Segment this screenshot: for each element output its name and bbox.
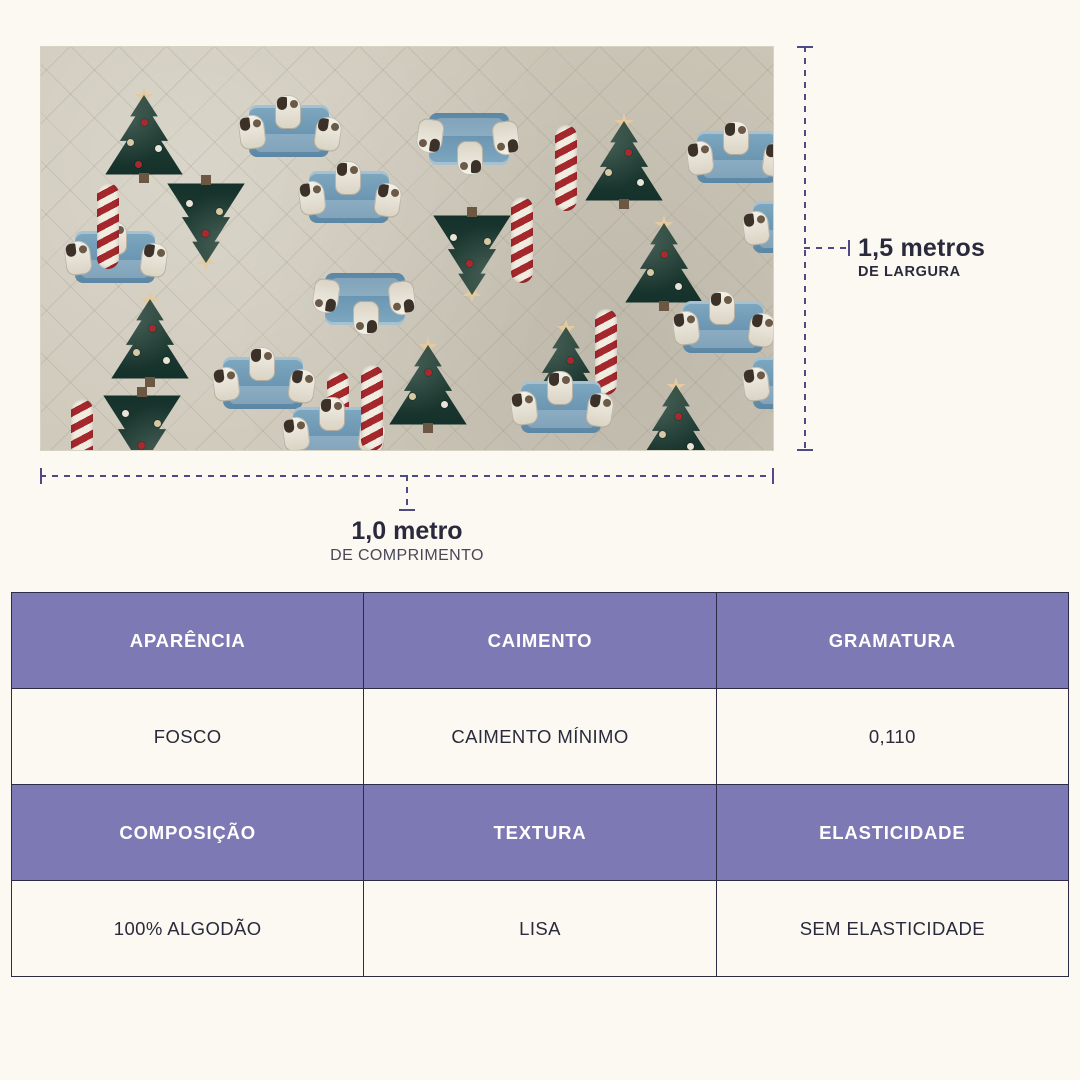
width-value: 1,5 metros <box>858 234 986 262</box>
christmas-tree-motif <box>101 87 187 183</box>
dimension-end-cap <box>772 468 774 484</box>
table-header-textura: TEXTURA <box>364 785 716 881</box>
dogs-on-sofa-motif <box>313 263 417 339</box>
dimension-leader-cap <box>848 240 850 256</box>
length-caption: DE COMPRIMENTO <box>330 547 484 564</box>
table-value-gramatura: 0,110 <box>716 689 1068 785</box>
table-header-aparencia: APARÊNCIA <box>12 593 364 689</box>
candy-stick-motif <box>511 197 533 283</box>
fabric-swatch-image <box>40 46 774 451</box>
dimension-end-cap <box>40 468 42 484</box>
width-dimension-guide <box>804 46 806 451</box>
dogs-on-sofa-motif <box>741 343 774 419</box>
dogs-on-sofa-motif <box>237 91 341 167</box>
candy-stick-motif <box>71 399 93 451</box>
table-row-header-1 <box>12 593 1069 689</box>
dimension-leader-cap <box>399 509 415 511</box>
dimension-leader-line <box>406 475 408 509</box>
christmas-tree-motif <box>163 175 249 271</box>
christmas-tree-motif <box>429 207 515 303</box>
table-row-values-2 <box>12 881 1069 977</box>
table-value-elasticidade: SEM ELASTICIDADE <box>716 881 1068 977</box>
dogs-on-sofa-motif <box>509 367 613 443</box>
table-header-composicao: COMPOSIÇÃO <box>12 785 364 881</box>
christmas-tree-motif <box>99 387 185 451</box>
christmas-tree-motif <box>581 113 667 209</box>
width-label <box>858 234 985 281</box>
width-caption: DE LARGURA <box>858 263 961 280</box>
dogs-on-sofa-motif <box>741 187 774 263</box>
candy-stick-motif <box>97 183 119 269</box>
table-value-aparencia: FOSCO <box>12 689 364 785</box>
fabric-specs-table <box>11 592 1069 977</box>
dimension-end-cap <box>797 46 813 48</box>
dogs-on-sofa-motif <box>417 103 521 179</box>
candy-stick-motif <box>555 125 577 211</box>
length-value: 1,0 metro <box>351 517 463 545</box>
candy-stick-motif <box>361 365 383 451</box>
length-label <box>40 516 774 565</box>
table-value-composicao: 100% ALGODÃO <box>12 881 364 977</box>
length-dimension-guide <box>40 475 774 477</box>
table-row-header-2 <box>12 785 1069 881</box>
dogs-on-sofa-motif <box>685 117 774 193</box>
table-value-caimento: CAIMENTO MÍNIMO <box>364 689 716 785</box>
dimension-leader-line <box>804 247 848 249</box>
dogs-on-sofa-motif <box>297 157 401 233</box>
table-value-textura: LISA <box>364 881 716 977</box>
christmas-tree-motif <box>107 291 193 387</box>
table-header-gramatura: GRAMATURA <box>716 593 1068 689</box>
table-row-values-1 <box>12 689 1069 785</box>
table-header-elasticidade: ELASTICIDADE <box>716 785 1068 881</box>
christmas-tree-motif <box>385 337 471 433</box>
table-header-caimento: CAIMENTO <box>364 593 716 689</box>
christmas-tree-motif <box>633 377 719 451</box>
dimension-end-cap <box>797 449 813 451</box>
